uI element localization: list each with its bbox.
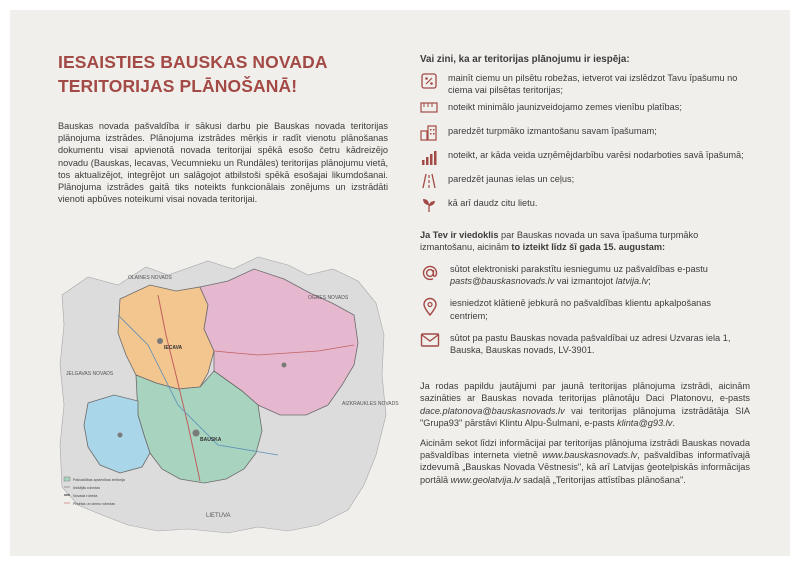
opinion-mid: par Bauskas novada un sava īpašuma turpmāko izmantošanu, aicinām	[420, 229, 699, 252]
road-icon	[420, 173, 448, 193]
legend-item-3: Novada robeža	[73, 494, 98, 498]
map-label-jelgavas: JELGAVAS NOVADS	[66, 371, 114, 377]
envelope-icon	[420, 332, 450, 356]
list-item-text: noteikt, ar kāda veida uzņēmējdarbību varēsi nodarboties savā īpašumā;	[448, 149, 744, 160]
map-town-bauska	[193, 430, 200, 437]
map-town-rundale	[118, 433, 123, 438]
list-item-text: paredzēt turpmāko izmantošanu savam īpašumam;	[448, 125, 657, 136]
contact-text: sūtot pa pastu Bauskas novada pašvaldībai uz adresi Uzvaras iela 1, Bauska, Bauskas novads, LV-3901.	[450, 332, 731, 356]
list-item	[420, 197, 750, 217]
page-title	[58, 50, 388, 98]
contact-item-visit	[420, 297, 750, 321]
title-line-1: IESAISTIES BAUSKAS NOVADA	[58, 52, 328, 72]
email-link[interactable]: pasts@bauskasnovads.lv	[450, 276, 555, 287]
list-item	[420, 173, 750, 193]
questions-text-1: Ja rodas papildu jautājumi par jaunā teritorijas plānojuma izstrādi, aicinām sazināties ar Bauskas novada teritorijas plānotāju Daci Platonovu, e-pasts	[420, 381, 750, 404]
map-label-bauska: BAUSKA	[200, 437, 222, 443]
opinion-lead: Ja Tev ir viedoklis	[420, 229, 499, 240]
bauskasnovads-link[interactable]: www.bauskasnovads.lv	[542, 450, 638, 461]
list-item	[420, 125, 750, 145]
info-heading: Vai zini, ka ar teritorijas plānojumu ir iespēja:	[420, 54, 630, 65]
sprout-icon	[420, 197, 448, 217]
geolatvija-link[interactable]: www.geolatvija.lv	[450, 474, 521, 485]
flyer-sheet	[10, 10, 790, 556]
map-town-iecava	[157, 338, 163, 344]
latvija-link[interactable]: latvija.lv	[615, 276, 649, 287]
developer-email-link[interactable]: klinta@g93.lv	[617, 417, 673, 428]
questions-text-2: vai teritorijas plānojuma izstrādātāja SIA "Grupa93" pārstāvi Klintu Alpu-Šulmani, e-pasts	[420, 405, 750, 428]
follow-paragraph	[420, 437, 750, 486]
right-column	[420, 54, 750, 486]
contact-text	[450, 263, 750, 287]
follow-text-3: sadaļā „Teritorijas attīstības plānošana".	[520, 474, 686, 485]
location-pin-icon	[420, 297, 450, 321]
map-label-olaines: OLAINES NOVADS	[128, 275, 172, 281]
list-item	[420, 101, 750, 121]
map-label-iecava: IECAVA	[164, 345, 183, 351]
legend-item-1: Pašvaldības apvienības teritorija	[73, 478, 125, 482]
map-town-vecumnieki	[282, 363, 287, 368]
list-item-text: mainīt ciemu un pilsētu robežas, ietverot vai izslēdzot Tavu īpašumu no ciema vai pilsētas teritorijas;	[448, 73, 738, 96]
list-item-text: kā arī daudz citu lietu.	[448, 197, 538, 208]
contact-text-b: vai izmantojot	[554, 276, 616, 287]
contact-item-post	[420, 332, 750, 356]
questions-paragraph	[420, 380, 750, 429]
percent-tag-icon	[420, 72, 448, 92]
contact-text: iesniedzot klātienē jebkurā no pašvaldības klientu apkalpošanas centriem;	[450, 298, 711, 321]
intro-paragraph: Bauskas novada pašvaldība ir sākusi darbu pie Bauskas novada teritorijas plānojuma izstrādes. Plānojuma izstrādes mērķis ir radīt vienotu plānošanas dokumentu visai apvienotā novada teritorijai spēkā esošo četru kādreizējo novadu (Bauskas, Iecavas, Vecumnieku un Rundāles) teritorijas plānojumu vietā, tos aktualizējot, integrējot un salāgojot atbilstoši spēkā esošajai likumdošanai. Plānojuma izstrādes gaitā tiks noteikts funkcionālais zonējums un izstrādāti vienoti apbūves noteikumi visai novada teritorijai.	[58, 121, 388, 205]
list-item	[420, 149, 750, 169]
planner-email-link[interactable]: dace.platonova@bauskasnovads.lv	[420, 405, 565, 416]
legend-item-4: Pilsētas un ciemu robežas	[73, 502, 115, 506]
contact-item-email	[420, 263, 750, 287]
at-sign-icon	[420, 263, 450, 287]
follow-text-1: Aicinām sekot līdzi informācijai par teritorijas plānojuma izstrādi Bauskas novada pašvaldības interneta vietnē	[420, 438, 750, 461]
list-item-text: noteikt minimālo jaunizveidojamo zemes vienību platības;	[448, 101, 682, 112]
list-item-text: paredzēt jaunas ielas un ceļus;	[448, 173, 575, 184]
contact-text-c: ;	[648, 276, 651, 287]
area-ruler-icon	[420, 101, 448, 121]
opinion-deadline: to izteikt līdz šī gada 15. augustam:	[511, 241, 666, 252]
title-line-2: TERITORIJAS PLĀNOŠANĀ!	[58, 76, 298, 96]
contact-text-a: sūtot elektroniski parakstītu iesniegumu uz pašvaldības e-pastu	[450, 264, 708, 275]
questions-text-3: .	[672, 417, 675, 428]
left-column	[58, 50, 388, 205]
opinion-paragraph	[420, 229, 750, 253]
follow-text-2: , pašvaldības informatīvajā izdevumā „Bauskas Novada Vēstnesis", kā arī Latvijas ģeotelpiskās informācijas portālā	[420, 450, 750, 485]
legend-item-2: Iekšējās robežas	[73, 486, 100, 490]
map-label-aizkraukles: AIZKRAUKLES NOVADS	[342, 401, 399, 407]
map-label-ogres: OGRES NOVADS	[308, 295, 349, 301]
map-label-lietuva: LIETUVA	[206, 513, 231, 519]
growth-chart-icon	[420, 149, 448, 169]
buildings-icon	[420, 125, 448, 145]
list-item	[420, 72, 750, 96]
county-map	[58, 255, 399, 535]
